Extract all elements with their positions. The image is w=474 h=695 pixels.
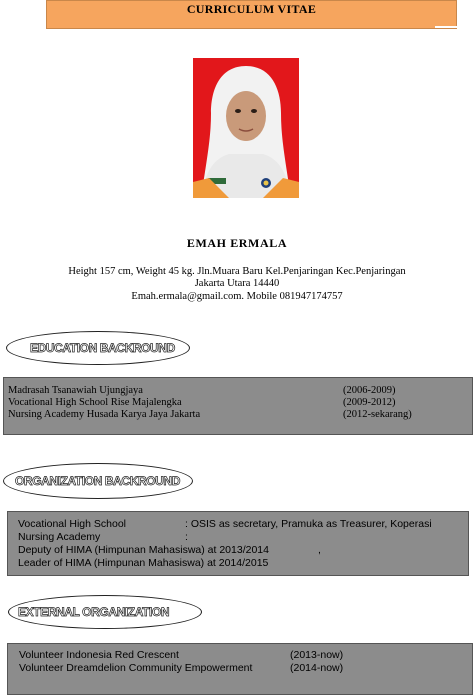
- external-heading-text: EXTERNAL ORGANIZATION: [18, 605, 170, 619]
- page-title: CURRICULUM VITAE: [186, 2, 317, 16]
- personal-details-line: Height 157 cm, Weight 45 kg. Jln.Muara Baru Kel.Penjaringan Kec.Penjaringan: [68, 266, 406, 277]
- education-school: Vocational High School Rise Majalengka: [8, 397, 182, 408]
- organization-role: : OSIS as secretary, Pramuka as Treasurer, Koperasi: [185, 518, 432, 530]
- education-heading: [6, 331, 190, 365]
- organization-role: ,: [318, 544, 321, 556]
- portrait-icon: [193, 58, 299, 198]
- external-box: [7, 643, 473, 695]
- organization-box: [7, 511, 469, 576]
- address-line: Jakarta Utara 14440: [194, 278, 280, 289]
- external-organization-years: (2014-now): [290, 662, 344, 674]
- organization-name: Vocational High School: [18, 518, 126, 530]
- organization-heading: [3, 463, 193, 499]
- external-organization-years: (2013-now): [290, 649, 344, 661]
- organization-name: Leader of HIMA (Himpunan Mahasiswa) at 2014/2015: [18, 557, 269, 569]
- banner-accent-line: [435, 26, 474, 28]
- organization-name: Deputy of HIMA (Himpunan Mahasiswa) at 2013/2014: [18, 544, 269, 556]
- profile-photo: [193, 58, 299, 198]
- education-school: Madrasah Tsanawiah Ujungjaya: [8, 385, 143, 396]
- organization-heading-text: ORGANIZATION BACKROUND: [15, 474, 180, 488]
- organization-role: :: [185, 531, 188, 543]
- education-box: [3, 377, 473, 435]
- candidate-name: EMAH ERMALA: [186, 236, 288, 250]
- education-years: (2009-2012): [343, 397, 396, 408]
- organization-name: Nursing Academy: [18, 531, 101, 543]
- education-school: Nursing Academy Husada Karya Jaya Jakarta: [8, 409, 201, 420]
- education-years: (2012-sekarang): [343, 409, 412, 420]
- education-years: (2006-2009): [343, 385, 396, 396]
- external-organization-name: Volunteer Indonesia Red Crescent: [19, 649, 179, 661]
- external-organization-name: Volunteer Dreamdelion Community Empowerment: [19, 662, 253, 674]
- external-heading: [8, 595, 202, 629]
- header-banner: [46, 0, 457, 29]
- education-heading-text: EDUCATION BACKROUND: [30, 341, 175, 355]
- contact-line: Emah.ermala@gmail.com. Mobile 081947174757: [131, 291, 343, 302]
